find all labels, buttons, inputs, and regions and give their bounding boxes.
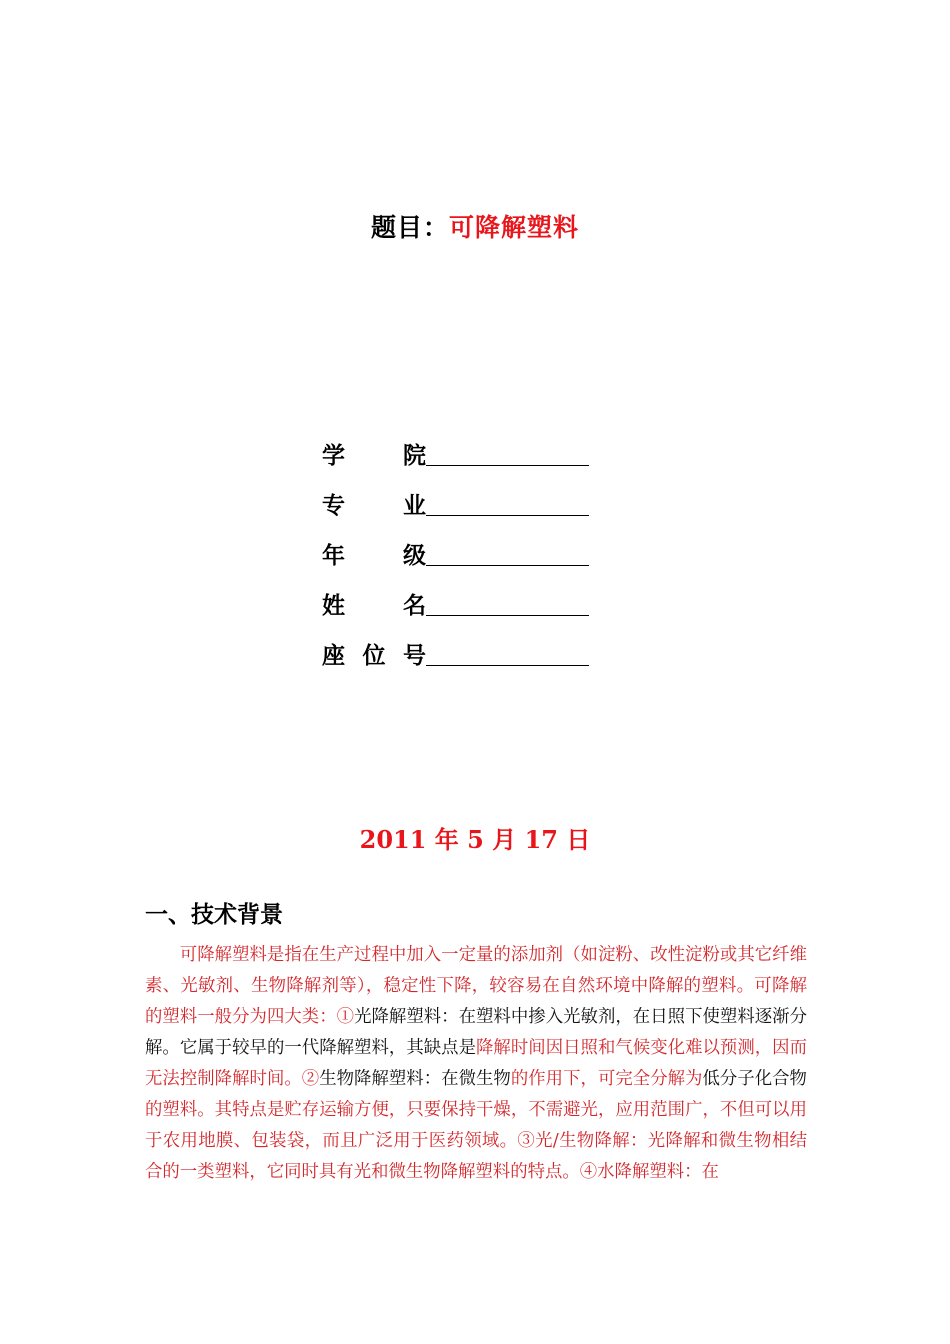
- form-row-name: [322, 570, 602, 620]
- form-row-college: [322, 420, 602, 470]
- blank-line[interactable]: [426, 614, 589, 616]
- form-label: 姓 名: [322, 593, 426, 619]
- form-row-grade: [322, 520, 602, 570]
- title-main: 可降解塑料: [449, 213, 580, 242]
- title-prefix: 题目：: [370, 213, 449, 242]
- section-heading: 一、技术背景: [145, 902, 283, 928]
- form-label: 专 业: [322, 493, 426, 519]
- form-row-major: [322, 470, 602, 520]
- form-row-seat: [322, 620, 602, 670]
- form-label: 年 级: [322, 543, 426, 569]
- document-title: [0, 208, 950, 244]
- body-paragraph: 可降解塑料是指在生产过程中加入一定量的添加剂（如淀粉、改性淀粉或其它纤维素、光敏剂、生物降解剂等），稳定性下降，较容易在自然环境中降解的塑料。可降解的塑料一般分为四大类：①光降解塑料：在塑料中掺入光敏剂，在日照下使塑料逐渐分解。它属于较早的一代降解塑料，其缺点是降解时间因日照和气候变化难以预测，因而无法控制降解时间。②生物降解塑料：在微生物的作用下，可完全分解为低分子化合物的塑料。其特点是贮存运输方便，只要保持干燥，不需避光，应用范围广，不但可以用于农用地膜、包装袋，而且广泛用于医药领域。③光/生物降解：光降解和微生物相结合的一类塑料，它同时具有光和微生物降解塑料的特点。④水降解塑料：在: [145, 945, 807, 1182]
- blank-line[interactable]: [426, 564, 589, 566]
- document-date: 2011 年 5 月 17 日: [359, 825, 591, 854]
- form-label: 座 位 号: [322, 643, 426, 669]
- info-form: [322, 420, 602, 670]
- blank-line[interactable]: [426, 464, 589, 466]
- blank-line[interactable]: [426, 514, 589, 516]
- blank-line[interactable]: [426, 664, 589, 666]
- form-label: 学 院: [322, 443, 426, 469]
